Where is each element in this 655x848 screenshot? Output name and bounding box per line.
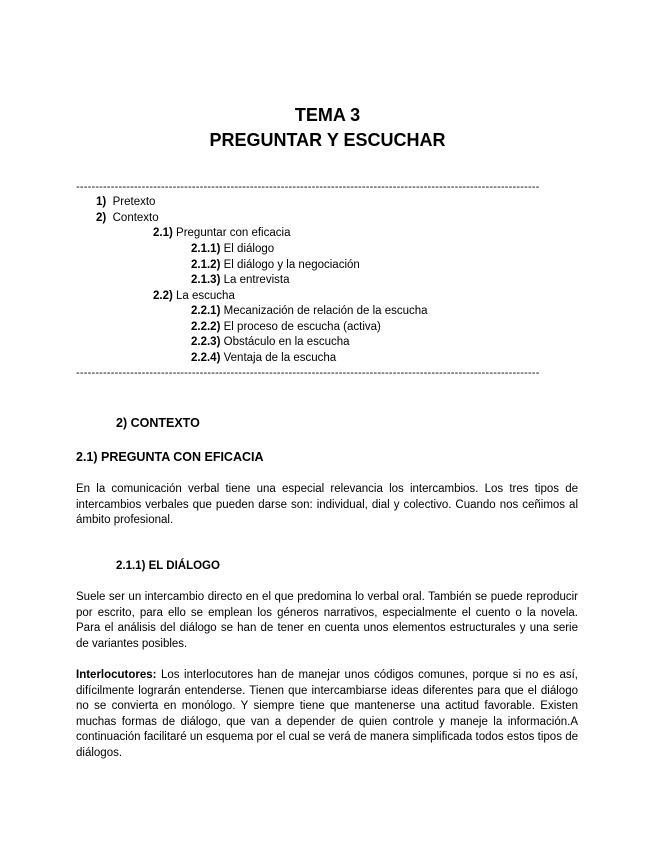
paragraph-dialogo: Suele ser un intercambio directo en el que predomina lo verbal oral. También se puede reproducir por escrito, para ello se emplean los géneros narrativos, especialmente el cuento o la novela. Para el análisis del diálogo se han de tener en cuenta unos elementos estructurales y una serie de variantes posibles.: [76, 591, 578, 650]
toc-item: 1) Pretexto: [96, 196, 156, 208]
toc-item: 2.1.3) La entrevista: [191, 274, 290, 286]
toc-item: 2.2.1) Mecanización de relación de la escucha: [191, 305, 428, 317]
paragraph-interlocutores: Interlocutores: Los interlocutores han de manejar unos códigos comunes, porque si no es así, difícilmente lograrán entenderse. Tienen que intercambiarse ideas diferentes para que el diálogo no se convierta en monólogo. Y siempre tiene que mantenerse una actitud favorable. Existen muchas formas de diálogo, que van a depender de quien controle y maneje la información.A continuación facilitaré un esquema por el cual se verá de manera simplificada todos estos tipos de diálogos.: [76, 669, 578, 759]
toc-item: 2.2.3) Obstáculo en la escucha: [191, 336, 350, 348]
section-heading-contexto: 2) CONTEXTO: [116, 416, 200, 430]
toc-item: 2.2) La escucha: [153, 290, 235, 302]
separator-top: ------------------------------------------------------------------------------------------------------------------------: [76, 181, 540, 193]
separator-bottom: ------------------------------------------------------------------------------------------------------------------------: [76, 367, 540, 379]
section-heading-pregunta: 2.1) PREGUNTA CON EFICACIA: [76, 450, 264, 464]
toc-item: 2.1.2) El diálogo y la negociación: [191, 259, 360, 271]
interlocutores-label: Interlocutores:: [76, 669, 157, 681]
section-heading-dialogo: 2.1.1) EL DIÁLOGO: [116, 560, 220, 572]
toc-item: 2.2.2) El proceso de escucha (activa): [191, 321, 381, 333]
toc-item: 2.1.1) El diálogo: [191, 243, 275, 255]
toc-item: 2) Contexto: [96, 212, 159, 224]
toc-item: 2.1) Preguntar con eficacia: [153, 227, 291, 239]
document-subtitle: PREGUNTAR Y ESCUCHAR: [209, 130, 446, 150]
toc-item: 2.2.4) Ventaja de la escucha: [191, 352, 337, 364]
paragraph-intro: En la comunicación verbal tiene una especial relevancia los intercambios. Los tres tipos de intercambios verbales que pueden darse son: individual, dial y colectivo. Cuando nos ceñimos al ámbito profesional.: [76, 483, 578, 527]
document-title: TEMA 3: [294, 105, 361, 125]
